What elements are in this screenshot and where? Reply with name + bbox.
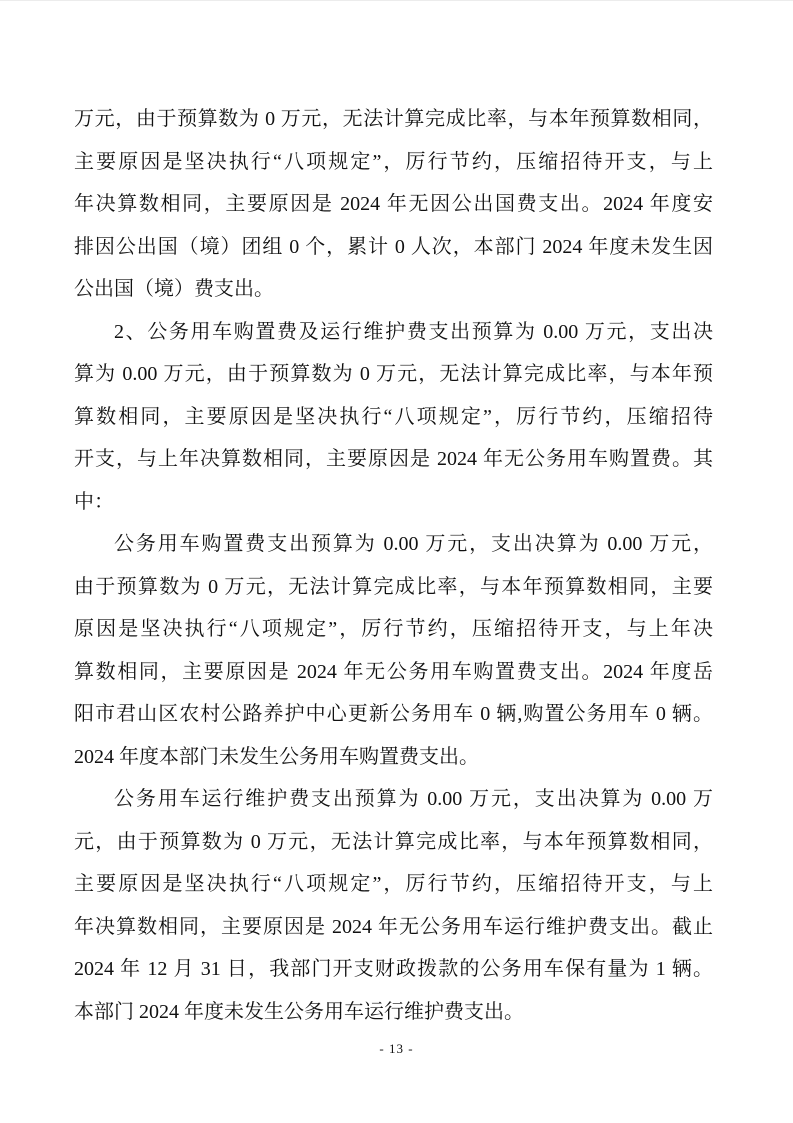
text-line: 开支，与上年决算数相同，主要原因是 2024 年无公务用车购置费。其 xyxy=(74,448,713,470)
text-line: 主要原因是坚决执行“八项规定”，厉行节约，压缩招待开支，与上 xyxy=(74,873,713,895)
text-line: 万元，由于预算数为 0 万元，无法计算完成比率，与本年预算数相同， xyxy=(74,108,713,130)
page-number: - 13 - xyxy=(379,1041,414,1056)
text-line: 算数相同，主要原因是 2024 年无公务用车购置费支出。2024 年度岳 xyxy=(74,660,713,683)
text-line: 2024 年 12 月 31 日，我部门开支财政拨款的公务用车保有量为 1 辆。 xyxy=(74,958,713,980)
text-line: 中： xyxy=(74,490,114,513)
text-line: 主要原因是坚决执行“八项规定”，厉行节约，压缩招待开支，与上 xyxy=(74,150,713,173)
text-line: 算数相同，主要原因是坚决执行“八项规定”，厉行节约，压缩招待 xyxy=(74,405,713,428)
paragraph xyxy=(74,98,713,311)
paragraph xyxy=(74,523,713,778)
document-body xyxy=(74,98,713,1033)
text-line: 公务用车购置费支出预算为 0.00 万元，支出决算为 0.00 万元， xyxy=(114,533,713,555)
text-line: 2、公务用车购置费及运行维护费支出预算为 0.00 万元，支出决 xyxy=(114,320,713,343)
text-line: 年决算数相同，主要原因是 2024 年无公务用车运行维护费支出。截止 xyxy=(74,915,713,938)
paragraph xyxy=(74,311,713,524)
text-line: 本部门 2024 年度未发生公务用车运行维护费支出。 xyxy=(74,1000,524,1023)
text-line: 公务用车运行维护费支出预算为 0.00 万元，支出决算为 0.00 万 xyxy=(114,788,713,810)
text-line: 年决算数相同，主要原因是 2024 年无因公出国费支出。2024 年度安 xyxy=(74,193,713,215)
text-line: 算为 0.00 万元，由于预算数为 0 万元，无法计算完成比率，与本年预 xyxy=(74,363,713,385)
text-line: 由于预算数为 0 万元，无法计算完成比率，与本年预算数相同，主要 xyxy=(74,575,713,598)
text-line: 原因是坚决执行“八项规定”，厉行节约，压缩招待开支，与上年决 xyxy=(74,618,713,640)
text-line: 阳市君山区农村公路养护中心更新公务用车 0 辆,购置公务用车 0 辆。 xyxy=(74,703,713,725)
text-line: 公出国（境）费支出。 xyxy=(74,278,274,300)
paragraph xyxy=(74,778,713,1033)
text-line: 2024 年度本部门未发生公务用车购置费支出。 xyxy=(74,745,479,768)
text-line: 元，由于预算数为 0 万元，无法计算完成比率，与本年预算数相同， xyxy=(74,830,713,853)
text-line: 排因公出国（境）团组 0 个，累计 0 人次，本部门 2024 年度未发生因 xyxy=(74,235,713,258)
